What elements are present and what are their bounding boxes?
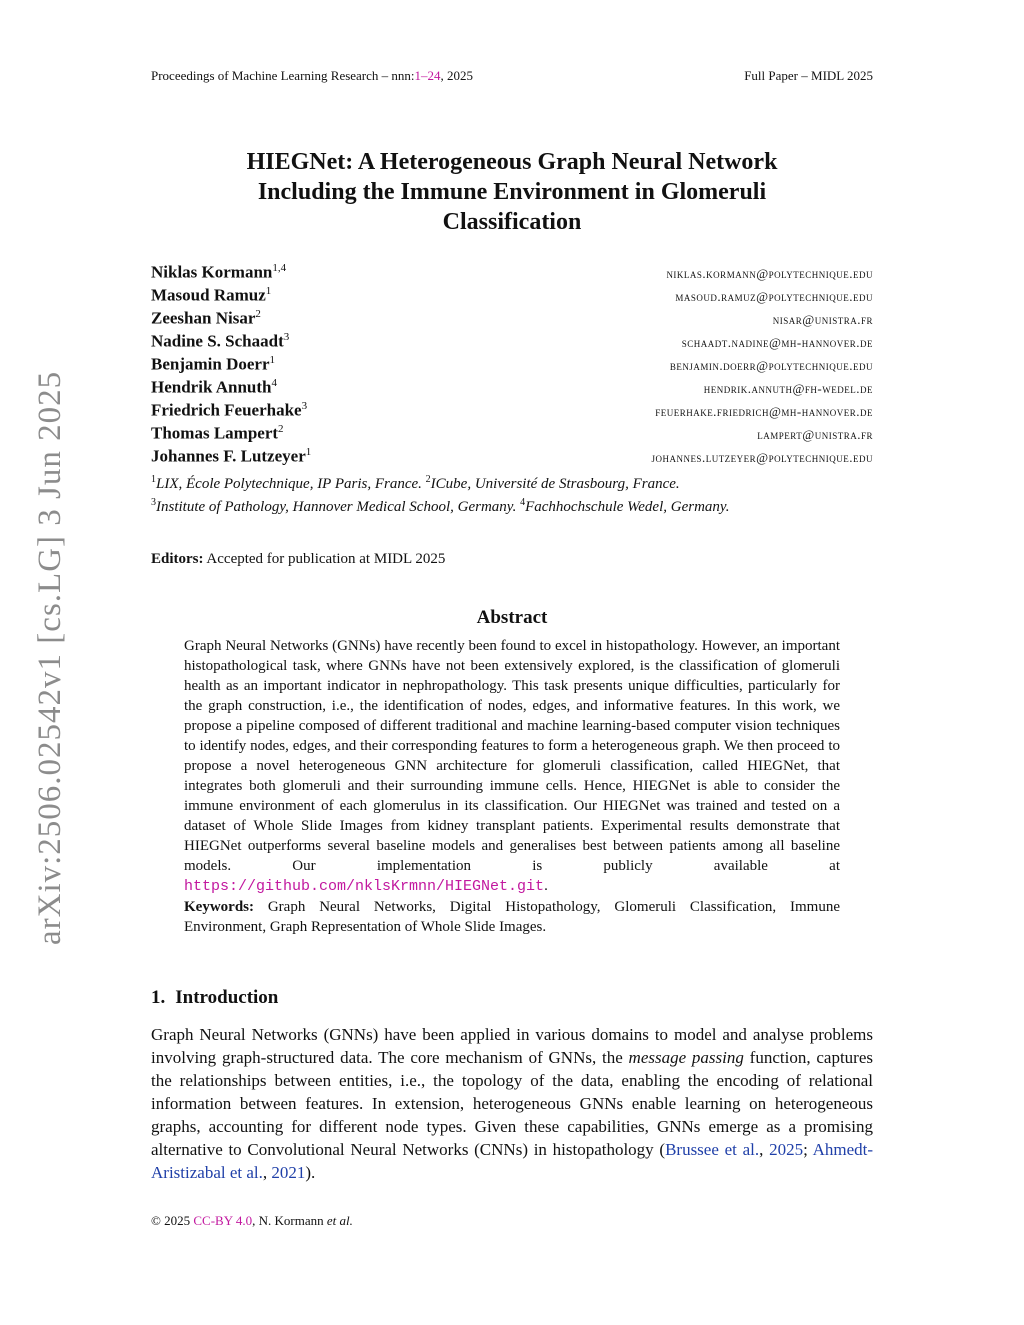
keywords-label: Keywords: (184, 899, 254, 915)
author-row (151, 400, 873, 423)
author-email[interactable]: schaadt.nadine@mh-hannover.de (681, 334, 873, 350)
author-name: Benjamin Doerr$^1$ (151, 354, 276, 374)
citation-year-link[interactable]: 2025 (769, 1140, 804, 1159)
author-name: Niklas Kormann$^{1,4}$ (151, 262, 287, 282)
citation-link[interactable]: Ahmedt-Aristizabal et al. (151, 1140, 874, 1182)
abstract-body: Graph Neural Networks (GNNs) have recently been found to excel in histopathology. However, an important histopathological task, where GNNs have not been extensively explored, is the classification of glomeruli health as an important indicator in nephropathology. This task presents unique difficulties, particularly for the graph construction, i.e., the identification of nodes, edges, and informative features. In this work, we propose a pipeline composed of different traditional and machine learning-based computer vision techniques to identify nodes, edges, and their corresponding features to form a heterogeneous graph. We then proceed to propose a novel heterogeneous GNN architecture for glomeruli classification, called HIEGNet, that integrates both glomeruli and their surrounding immune cells. Hence, HIEGNet is able to consider the immune environment of each glomerulus in its classification. Our HIEGNet was trained and tested on a dataset of Whole Slide Images from kidney transplant patients. Experimental results demonstrate that HIEGNet outperforms several baseline models and generalises best between patients among all baseline models. Our implementation is publicly available at https://github.com/nklsKrmnn/HIEGNet.git. Keywords: Graph Neural Networks, Digital Histopathology, Glomeruli Classification, Immune Environment, Graph Representation of Whole Slide Images. (184, 638, 840, 935)
author-name: Friedrich Feuerhake$^3$ (151, 400, 308, 420)
author-email[interactable]: feuerhake.friedrich@mh-hannover.de (655, 403, 873, 419)
author-row (151, 308, 873, 331)
running-header-left: Proceedings of Machine Learning Research – nnn:1–24, 2025 (151, 68, 474, 83)
author-row (151, 446, 873, 469)
author-email[interactable]: masoud.ramuz@polytechnique.edu (675, 288, 873, 304)
author-name: Zeeshan Nisar$^2$ (151, 308, 261, 328)
author-email[interactable]: johannes.lutzeyer@polytechnique.edu (651, 449, 873, 465)
author-name: Johannes F. Lutzeyer$^1$ (151, 446, 312, 466)
author-name: Thomas Lampert$^2$ (151, 423, 284, 443)
author-row (151, 262, 873, 285)
github-link[interactable]: https://github.com/nklsKrmnn/HIEGNet.git (184, 878, 545, 895)
paper-title: HIEGNet: A Heterogeneous Graph Neural Network Including the Immune Environment in Glomeruli Classification (246, 149, 778, 235)
citation-year-link[interactable]: 2021 (271, 1163, 306, 1182)
author-email[interactable]: hendrik.annuth@fh-wedel.de (703, 380, 873, 396)
introduction-paragraph: Graph Neural Networks (GNNs) have been applied in various domains to model and analyse problems involving graph-structured data. The core mechanism of GNNs, the message passing function, captures the relationships between entities, i.e., the topology of the data, enabling the encoding of relational information between features. In extension, heterogeneous GNNs enable learning on heterogeneous graphs, accounting for different node types. Given these capabilities, GNNs emerge as a promising alternative to Convolutional Neural Networks (CNNs) in histopathology (Brussee et al., 2025; Ahmedt-Aristizabal et al., 2021). (151, 1025, 874, 1182)
copyright-footer: © 2025 CC-BY 4.0, N. Kormann et al. (151, 1213, 353, 1228)
editors-note: Editors: Accepted for publication at MIDL 2025 (151, 551, 446, 567)
author-name: Nadine S. Schaadt$^3$ (151, 331, 290, 351)
author-list (151, 262, 873, 469)
author-row (151, 331, 873, 354)
author-name: Hendrik Annuth$^4$ (151, 377, 277, 397)
author-email[interactable]: benjamin.doerr@polytechnique.edu (669, 357, 873, 373)
arxiv-side-label: arXiv:2506.02542v1 [cs.LG] 3 Jun 2025 (32, 370, 68, 945)
running-header-right: Full Paper – MIDL 2025 (744, 68, 873, 83)
affiliations-line-2: $^3$Institute of Pathology, Hannover Medical School, Germany. $^4$Fachhochschule Wedel, Germany. (151, 497, 730, 515)
section-heading-introduction: 1. Introduction (151, 987, 279, 1008)
affiliations-line-1: $^1$LIX, École Polytechnique, IP Paris, France. $^2$ICube, Université de Strasbourg, France. (151, 474, 680, 492)
abstract-heading: Abstract (476, 607, 548, 628)
author-row (151, 423, 873, 446)
author-row (151, 377, 873, 400)
author-email[interactable]: lampert@unistra.fr (757, 426, 873, 442)
page-range-link[interactable]: 1–24 (414, 68, 441, 83)
author-name: Masoud Ramuz$^1$ (151, 285, 272, 305)
author-row (151, 354, 873, 377)
author-email[interactable]: niklas.kormann@polytechnique.edu (666, 265, 873, 281)
citation-link[interactable]: Brussee et al. (665, 1140, 760, 1159)
author-email[interactable]: nisar@unistra.fr (772, 311, 873, 327)
author-row (151, 285, 873, 308)
license-link[interactable]: CC-BY 4.0 (193, 1213, 253, 1228)
keywords: Graph Neural Networks, Digital Histopathology, Glomeruli Classification, Immune Environment, Graph Representation of Whole Slide Images. (184, 899, 840, 935)
